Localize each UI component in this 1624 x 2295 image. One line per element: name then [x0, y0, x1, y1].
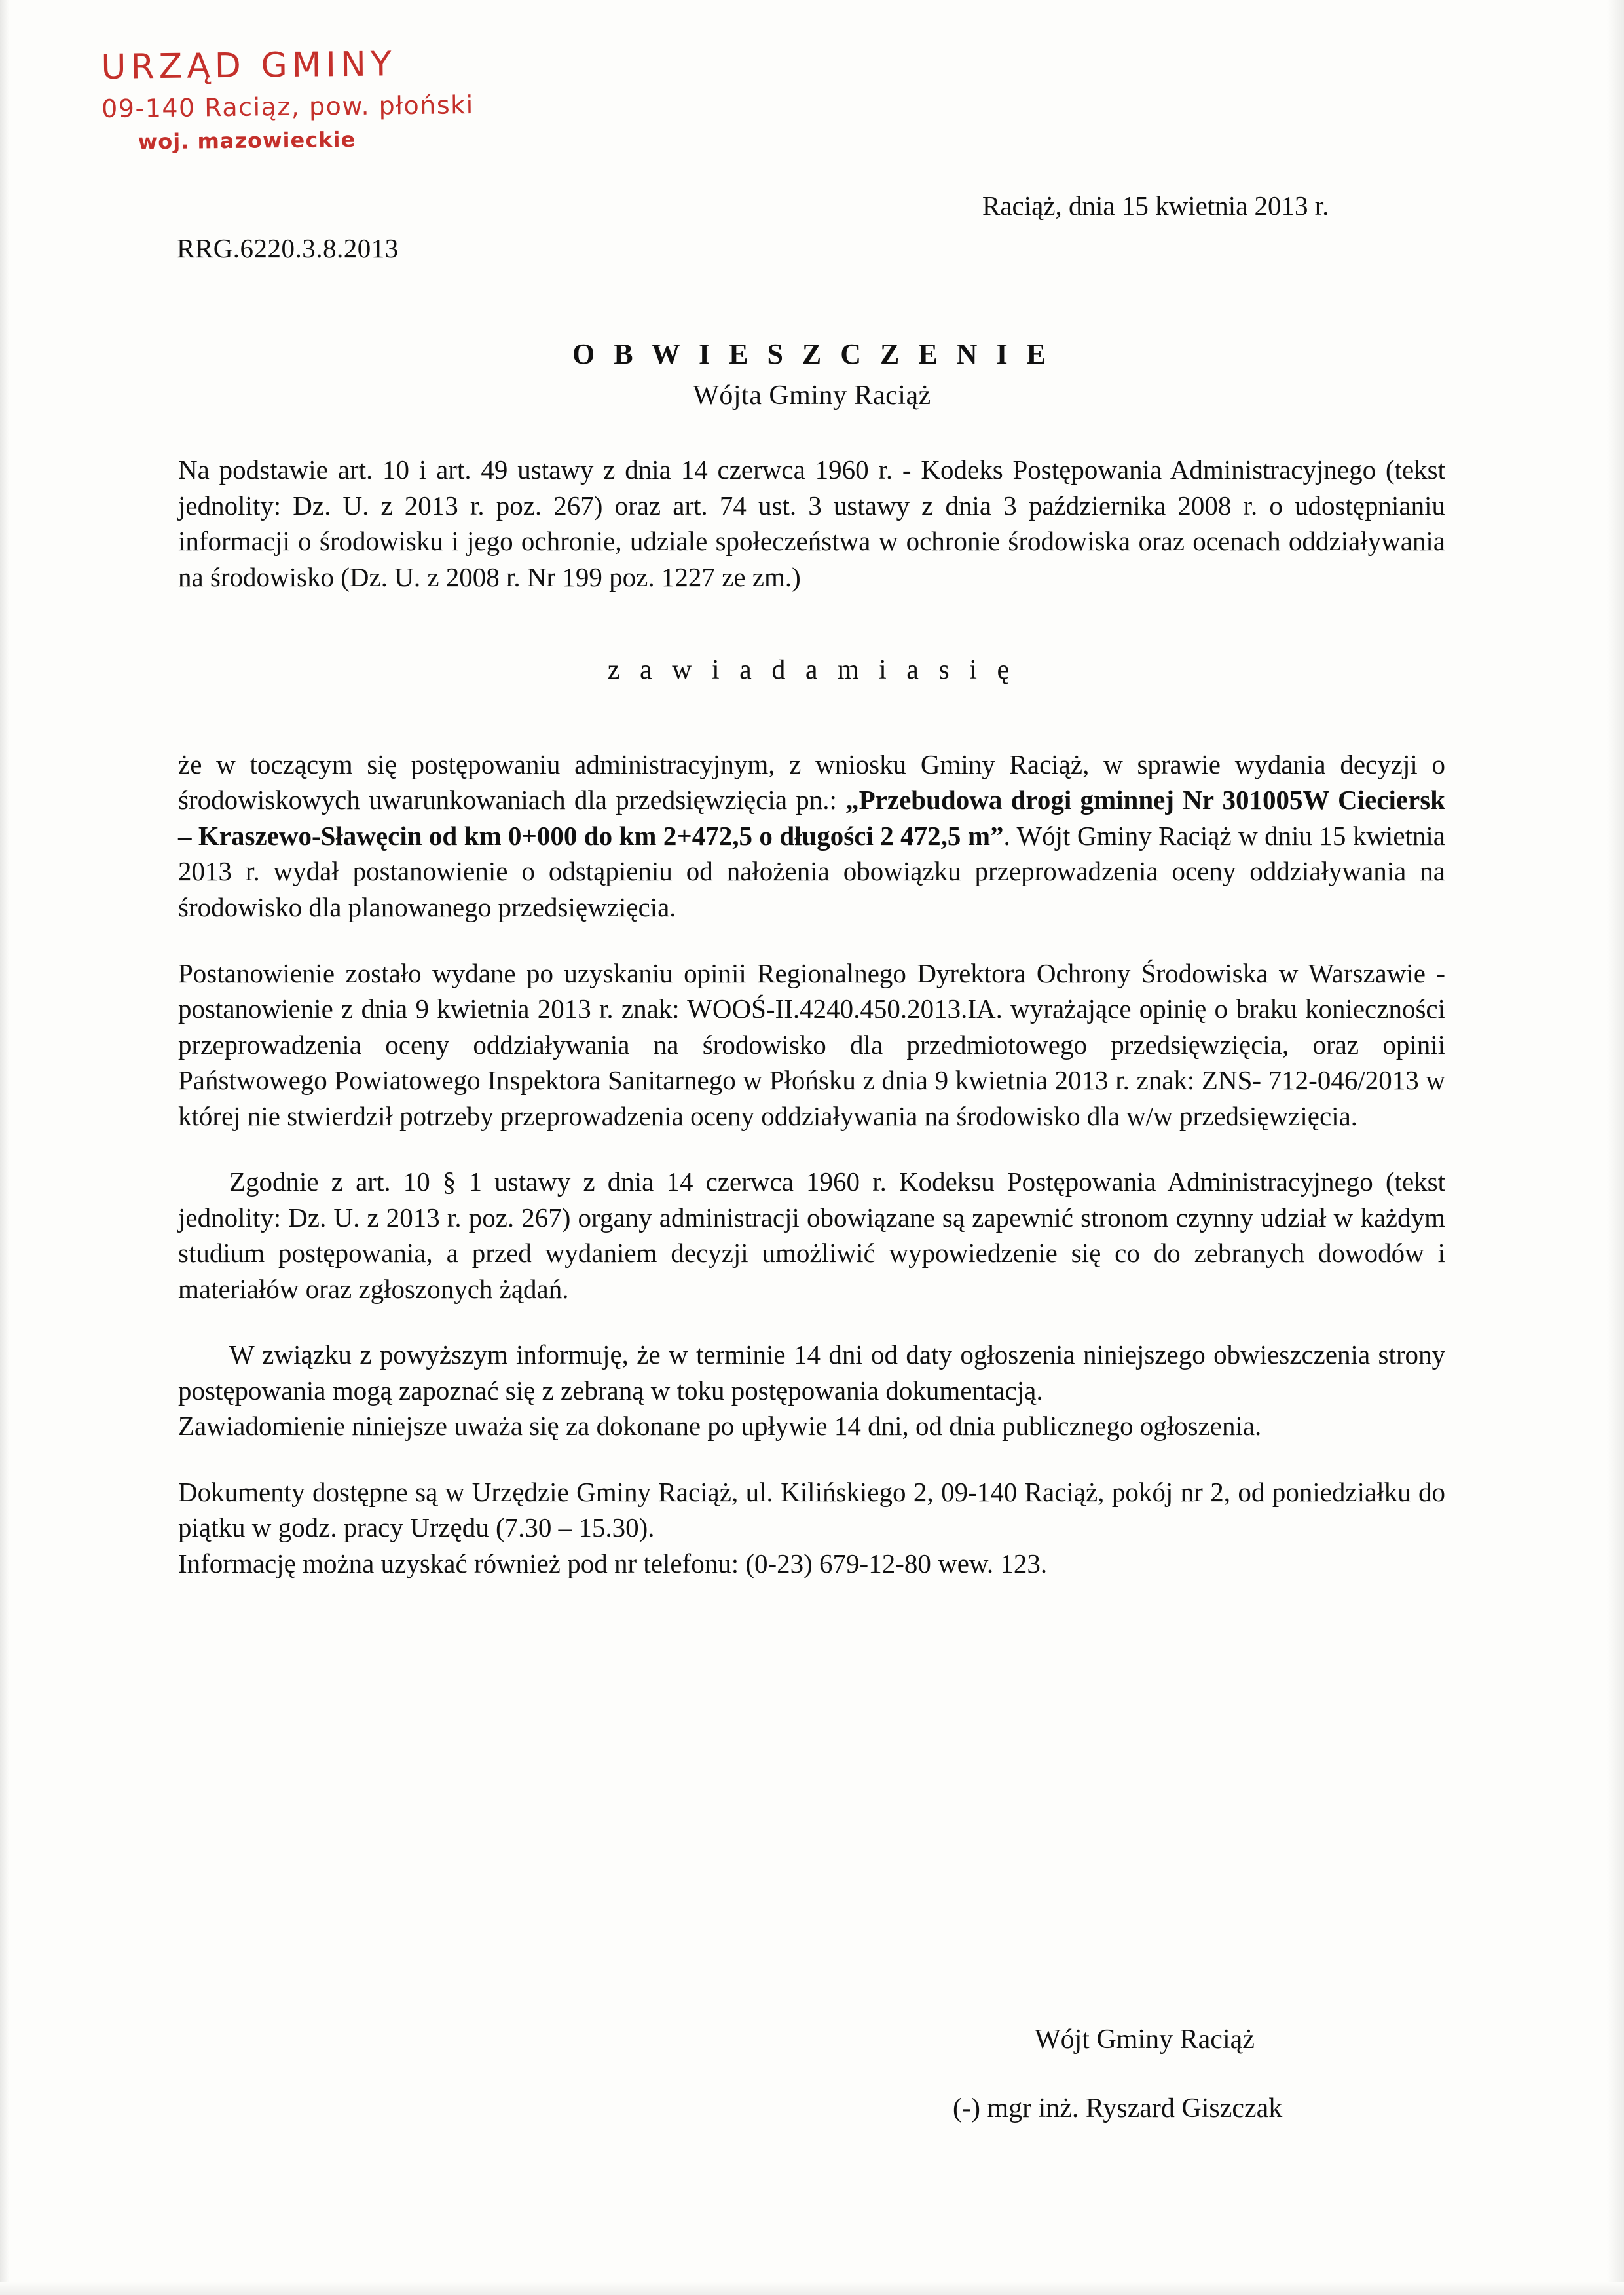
- paragraph-service-presumption: Zawiadomienie niniejsze uważa się za dokonane po upływie 14 dni, od dnia publicznego ogłoszenia.: [178, 1411, 1262, 1442]
- paragraph-subject-outro: . Wójt Gminy Raciąż w dniu 15 kwietnia 2013 r. wydał postanowienie o odstąpieniu od nałożenia obowiązku przeprowadzenia oceny oddziaływania na środowisko dla planowanego przedsięwzięcia.: [178, 820, 1446, 922]
- signature-name: (-) mgr inż. Ryszard Giszczak: [953, 2093, 1283, 2123]
- paragraph-kpa-article-10: Zgodnie z art. 10 § 1 ustawy z dnia 14 czerwca 1960 r. Kodeksu Postępowania Administracyjnego (tekst jednolity: Dz. U. z 2013 r. poz. 267) organy administracji obowiązane są zapewnić stronom czynny udział w każdym studium postępowania, a przed wydaniem decyzji umożliwić wypowiedzenie się co do zebranych dowodów i materiałów oraz zgłoszonych żądań.: [178, 1166, 1445, 1304]
- paragraph-documents-availability: Dokumenty dostępne są w Urzędzie Gminy Raciąż, ul. Kilińskiego 2, 09-140 Raciąż, pokój nr 2, od poniedziałku do piątku w godz. pracy Urzędu (7.30 – 15.30).: [178, 1476, 1445, 1543]
- office-stamp: [101, 45, 474, 155]
- paragraph-subject-intro: że w toczącym się postępowaniu administracyjnym, z wniosku Gminy Raciąż, w sprawie wydania decyzji o środowiskowych uwarunkowaniach dla przedsięwzięcia pn.:: [178, 749, 1445, 815]
- document-subtitle: Wójta Gminy Raciąż: [693, 381, 931, 411]
- paragraph-deadline: W związku z powyższym informuję, że w terminie 14 dni od daty ogłoszenia niniejszego obwieszczenia strony postępowania mogą zapoznać się z zebraną w toku postępowania dokumentacją.: [178, 1339, 1445, 1406]
- stamp-office-name: URZĄD GMINY: [101, 45, 396, 87]
- paragraph-phone-info: Informację można uzyskać również pod nr telefonu: (0-23) 679-12-80 wew. 123.: [178, 1548, 1048, 1578]
- paragraph-legal-basis: Na podstawie art. 10 i art. 49 ustawy z dnia 14 czerwca 1960 r. - Kodeks Postępowania Administracyjnego (tekst jednolity: Dz. U. z 2013 r. poz. 267) oraz art. 74 ust. 3 ustawy z dnia 3 października 2008 r. o udostępnianiu informacji o środowisku i jego ochronie, udziale społeczeństwa w ochronie środowiska oraz ocenach oddziaływania na środowisko (Dz. U. z 2008 r. Nr 199 poz. 1227 ze zm.): [178, 455, 1445, 592]
- document-body: [178, 452, 1445, 1581]
- place-and-date: Raciąż, dnia 15 kwietnia 2013 r.: [982, 191, 1329, 221]
- project-name: „Przebudowa drogi gminnej Nr 301005W Cieciersk – Kraszewo-Sławęcin od km 0+000 do km 2+472,5 o długości 2 472,5 m”: [178, 785, 1445, 851]
- document-title: O B W I E S Z C Z E N I E: [572, 338, 1052, 370]
- paragraph-opinions: Postanowienie zostało wydane po uzyskaniu opinii Regionalnego Dyrektora Ochrony Środowiska w Warszawie - postanowienie z dnia 9 kwietnia 2013 r. znak: WOOŚ-II.4240.450.2013.IA. wyrażające opinię o braku konieczności przeprowadzenia oceny oddziaływania na środowisko dla przedmiotowego przedsięwzięcia, oraz opinii Państwowego Powiatowego Inspektora Sanitarnego w Płońsku z dnia 9 kwietnia 2013 r. znak: ZNS- 712-046/2013 w której nie stwierdził potrzeby przeprowadzenia oceny oddziaływania na środowisko dla w/w przedsięwzięcia.: [178, 958, 1445, 1131]
- paragraph-subject: [178, 747, 1445, 925]
- reference-number: RRG.6220.3.8.2013: [177, 233, 399, 263]
- signature-title: Wójt Gminy Raciąż: [1035, 2024, 1255, 2055]
- scan-edge-bottom: [0, 2282, 1624, 2295]
- stamp-voivodeship: woj. mazowieckie: [138, 127, 356, 155]
- stamp-address: 09-140 Raciąz, pow. płoński: [101, 90, 474, 124]
- notice-keyword: z a w i a d a m i a s i ę: [607, 655, 1016, 686]
